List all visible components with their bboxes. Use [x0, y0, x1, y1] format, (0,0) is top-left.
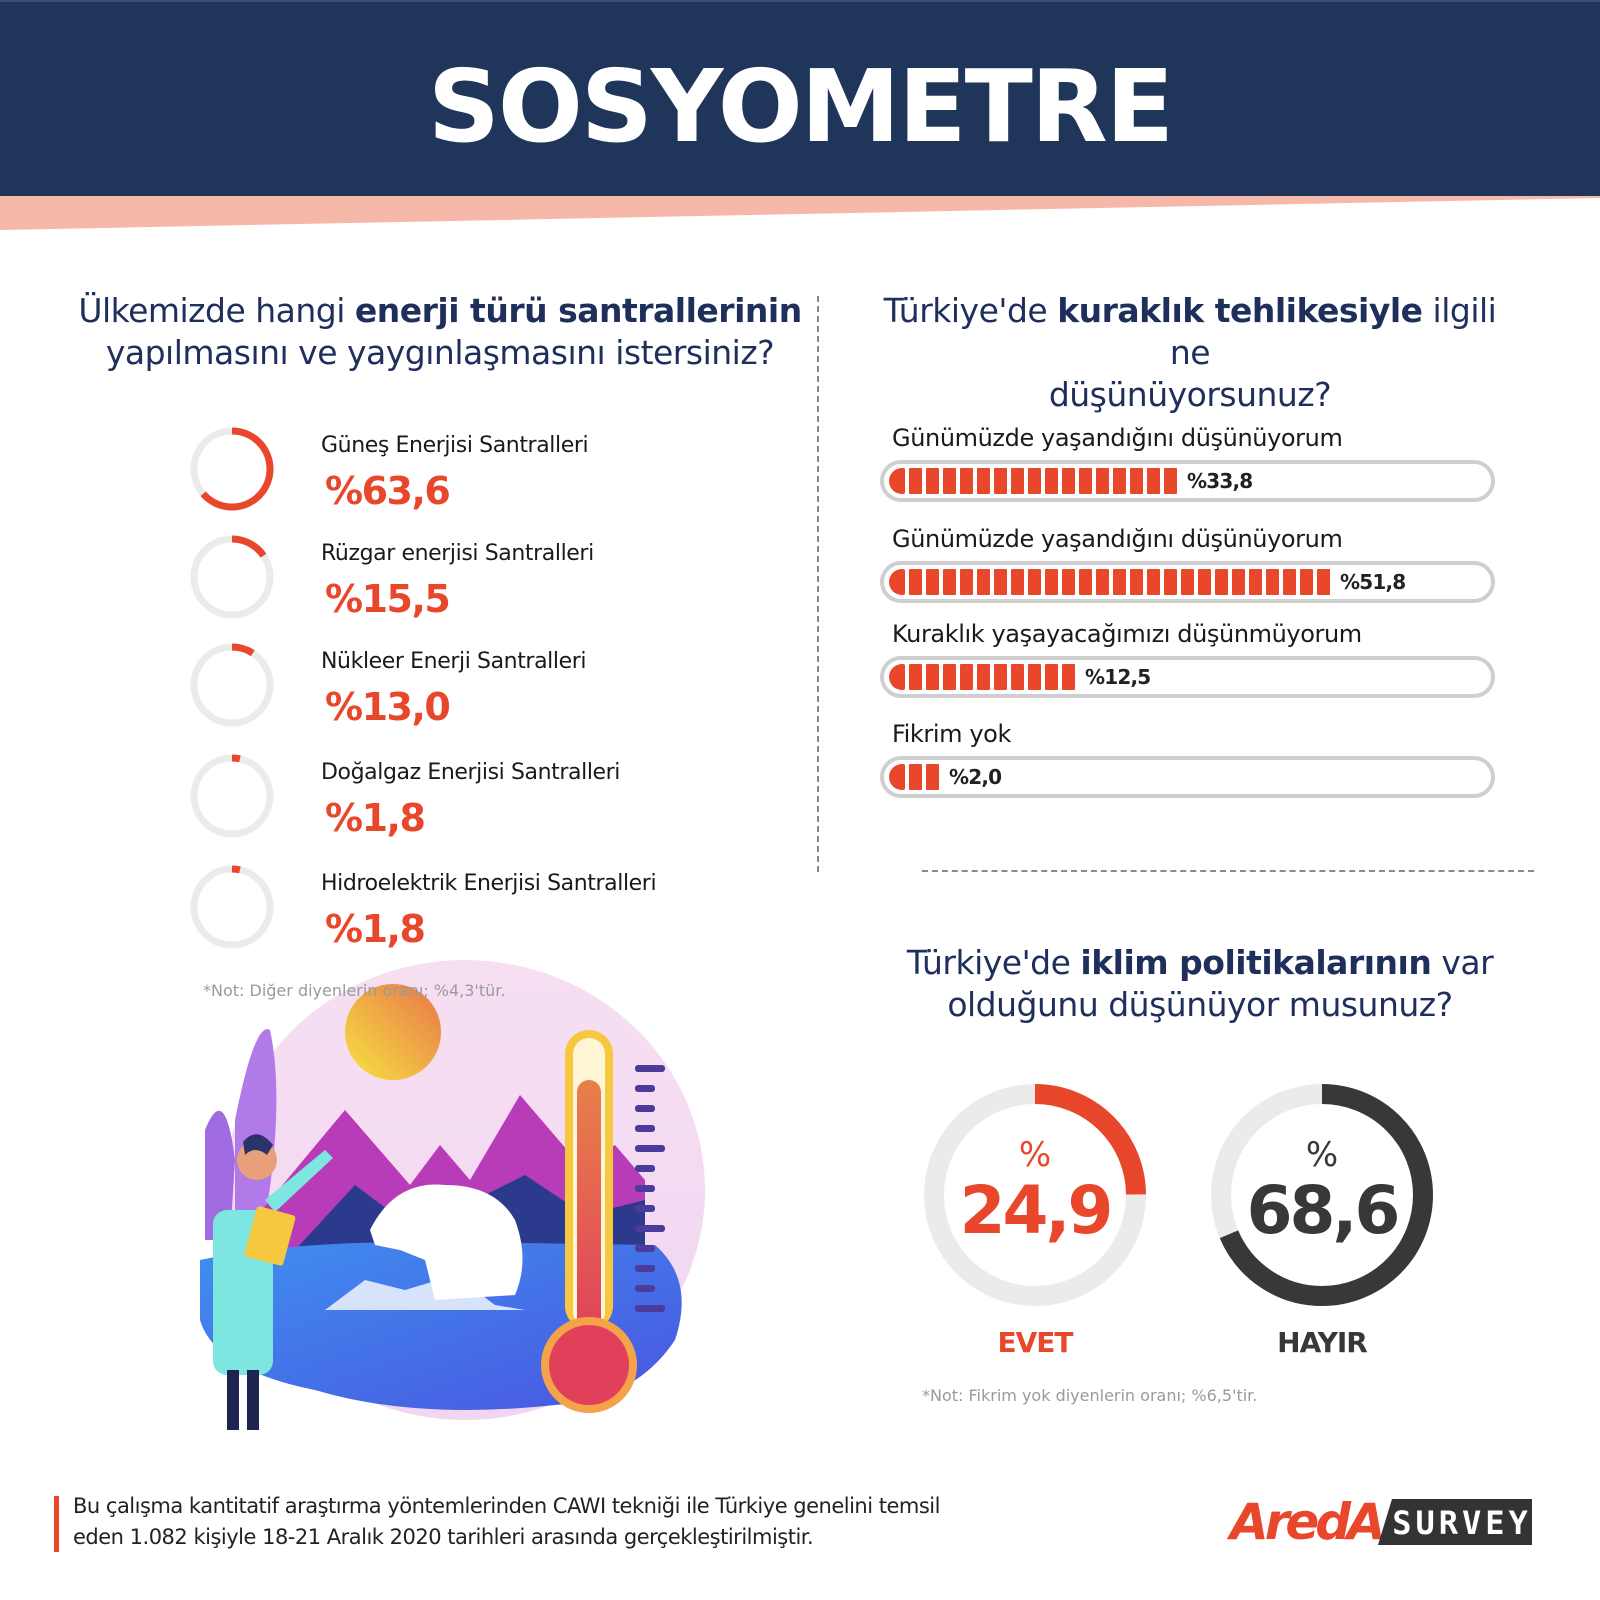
bar-segment: [909, 569, 922, 595]
drought-question-title: [860, 290, 1520, 416]
bar-fill: [889, 764, 939, 790]
bar-segment: [1164, 468, 1177, 494]
bar-segment: [926, 569, 939, 595]
drought-title-text2: ilgili ne: [1169, 291, 1497, 372]
wind-ring-chart: [188, 533, 276, 621]
hydroelectric-ring-chart: [188, 863, 276, 951]
bar-segment: [1045, 468, 1058, 494]
bar-segment: [943, 569, 956, 595]
bar-segment: [960, 468, 973, 494]
bar-segment: [1096, 468, 1109, 494]
climate-title-line2: olduğunu düşünüyor musunuz?: [947, 985, 1453, 1024]
bar-segment: [889, 764, 905, 790]
header-banner: [0, 0, 1600, 196]
climate-title-bold: iklim politikalarının: [1080, 943, 1432, 982]
bar-segment: [1062, 569, 1075, 595]
bar-segment: [909, 764, 922, 790]
bar-segment: [889, 664, 905, 690]
drought-bar-item: [880, 525, 1495, 603]
energy-value: %1,8: [325, 796, 425, 840]
bar-track: [880, 756, 1495, 798]
drought-bar-item: [880, 720, 1495, 798]
climate-title-text2: var: [1431, 943, 1494, 982]
no-percent-sign: %: [1305, 1135, 1339, 1175]
drought-title-text: Türkiye'de: [883, 291, 1058, 330]
bar-segment: [1011, 569, 1024, 595]
bar-segment: [1079, 468, 1092, 494]
energy-question-title: [60, 290, 820, 374]
energy-value: %13,0: [325, 685, 450, 729]
bar-label: Günümüzde yaşandığını düşünüyorum: [892, 525, 1343, 553]
no-caption: HAYIR: [1277, 1326, 1367, 1359]
bar-segment: [977, 569, 990, 595]
drought-bar-item: [880, 424, 1495, 502]
climate-title-text: Türkiye'de: [906, 943, 1081, 982]
drought-title-line2: düşünüyorsunuz?: [1048, 375, 1332, 414]
logo-survey-text: SURVEY: [1392, 1504, 1532, 1542]
bar-segment: [994, 569, 1007, 595]
bar-segment: [1130, 569, 1143, 595]
yes-value: 24,9: [959, 1172, 1111, 1249]
bar-value: %51,8: [1340, 570, 1406, 594]
energy-label: Doğalgaz Enerjisi Santralleri: [321, 760, 621, 785]
bar-value: %2,0: [949, 765, 1002, 789]
energy-item-nuclear: [188, 641, 748, 741]
yes-percent-sign: %: [1018, 1135, 1052, 1175]
bar-segment: [1181, 569, 1194, 595]
bar-segment: [1266, 569, 1279, 595]
bar-segment: [1232, 569, 1245, 595]
energy-title-line2: yapılmasını ve yaygınlaşmasını istersiniz?: [105, 333, 775, 372]
energy-label: Hidroelektrik Enerjisi Santralleri: [321, 871, 657, 896]
energy-title-bold: enerji türü santrallerinin: [354, 291, 802, 330]
bar-segment: [1300, 569, 1313, 595]
bar-segment: [1113, 468, 1126, 494]
bar-segment: [1028, 468, 1041, 494]
areda-survey-logo: [1230, 1495, 1532, 1549]
bar-segment: [926, 764, 939, 790]
energy-label: Rüzgar enerjisi Santralleri: [321, 541, 594, 566]
bar-segment: [926, 664, 939, 690]
bar-segment: [977, 468, 990, 494]
bar-segment: [1317, 569, 1330, 595]
vertical-divider: [817, 296, 819, 872]
bar-segment: [926, 468, 939, 494]
no-value: 68,6: [1246, 1172, 1398, 1249]
bar-value: %12,5: [1085, 665, 1151, 689]
bar-segment: [1062, 664, 1075, 690]
climate-question-title: [880, 942, 1520, 1026]
no-donut-chart: [1207, 1080, 1437, 1310]
bar-segment: [960, 664, 973, 690]
energy-item-hydroelectric: [188, 863, 748, 963]
solar-ring-chart: [188, 425, 276, 513]
horizontal-divider: [922, 870, 1534, 872]
bar-fill: [889, 569, 1330, 595]
bar-segment: [1283, 569, 1296, 595]
bar-segment: [1147, 468, 1160, 494]
bar-label: Günümüzde yaşandığını düşünüyorum: [892, 424, 1343, 452]
bar-segment: [943, 468, 956, 494]
energy-label: Nükleer Enerji Santralleri: [321, 649, 587, 674]
bar-segment: [1215, 569, 1228, 595]
bar-track: [880, 561, 1495, 603]
nuclear-ring-chart: [188, 641, 276, 729]
methodology-text: [73, 1491, 1073, 1553]
bar-segment: [1147, 569, 1160, 595]
natural-gas-ring-chart: [188, 752, 276, 840]
bar-segment: [1011, 664, 1024, 690]
bar-segment: [1045, 569, 1058, 595]
energy-item-solar: [188, 425, 748, 525]
bar-segment: [889, 468, 905, 494]
drought-bar-item: [880, 620, 1495, 698]
bar-segment: [1164, 569, 1177, 595]
climate-note: *Not: Fikrim yok diyenlerin oranı; %6,5'tir.: [922, 1386, 1258, 1405]
bar-segment: [1028, 569, 1041, 595]
energy-item-natural-gas: [188, 752, 748, 852]
energy-note: *Not: Diğer diyenlerin oranı; %4,3'tür.: [203, 981, 506, 1000]
methodology-line2: eden 1.082 kişiyle 18-21 Aralık 2020 tarihleri arasında gerçekleştirilmiştir.: [73, 1525, 814, 1549]
bar-segment: [1045, 664, 1058, 690]
bar-fill: [889, 664, 1075, 690]
bar-segment: [909, 468, 922, 494]
bar-segment: [909, 664, 922, 690]
bar-label: Kuraklık yaşayacağımızı düşünmüyorum: [892, 620, 1362, 648]
bar-segment: [889, 569, 905, 595]
bar-segment: [1130, 468, 1143, 494]
yes-caption: EVET: [997, 1326, 1073, 1359]
bar-segment: [1113, 569, 1126, 595]
page-title: SOSYOMETRE: [427, 48, 1173, 165]
footer-accent-bar: [54, 1496, 59, 1552]
logo-brand-text: AredA: [1230, 1493, 1382, 1551]
energy-item-wind: [188, 533, 748, 633]
bar-track: [880, 460, 1495, 502]
energy-value: %15,5: [325, 577, 450, 621]
bar-segment: [1028, 664, 1041, 690]
bar-segment: [1096, 569, 1109, 595]
energy-value: %1,8: [325, 907, 425, 951]
energy-value: %63,6: [325, 469, 450, 513]
bar-segment: [1079, 569, 1092, 595]
bar-segment: [1249, 569, 1262, 595]
energy-label: Güneş Enerjisi Santralleri: [321, 433, 589, 458]
decorative-strip: [0, 196, 1600, 230]
bar-segment: [1062, 468, 1075, 494]
bar-segment: [994, 468, 1007, 494]
bar-label: Fikrim yok: [892, 720, 1011, 748]
bar-segment: [960, 569, 973, 595]
bar-segment: [977, 664, 990, 690]
bar-segment: [994, 664, 1007, 690]
bar-segment: [943, 664, 956, 690]
bar-track: [880, 656, 1495, 698]
bar-value: %33,8: [1187, 469, 1253, 493]
bar-segment: [1198, 569, 1211, 595]
methodology-line1: Bu çalışma kantitatif araştırma yöntemlerinden CAWI tekniği ile Türkiye genelini temsil: [73, 1494, 940, 1518]
bar-fill: [889, 468, 1177, 494]
yes-donut-chart: [920, 1080, 1150, 1310]
energy-title-text: Ülkemizde hangi: [78, 291, 355, 330]
climate-illustration: [195, 960, 715, 1440]
drought-title-bold: kuraklık tehlikesiyle: [1057, 291, 1423, 330]
bar-segment: [1011, 468, 1024, 494]
